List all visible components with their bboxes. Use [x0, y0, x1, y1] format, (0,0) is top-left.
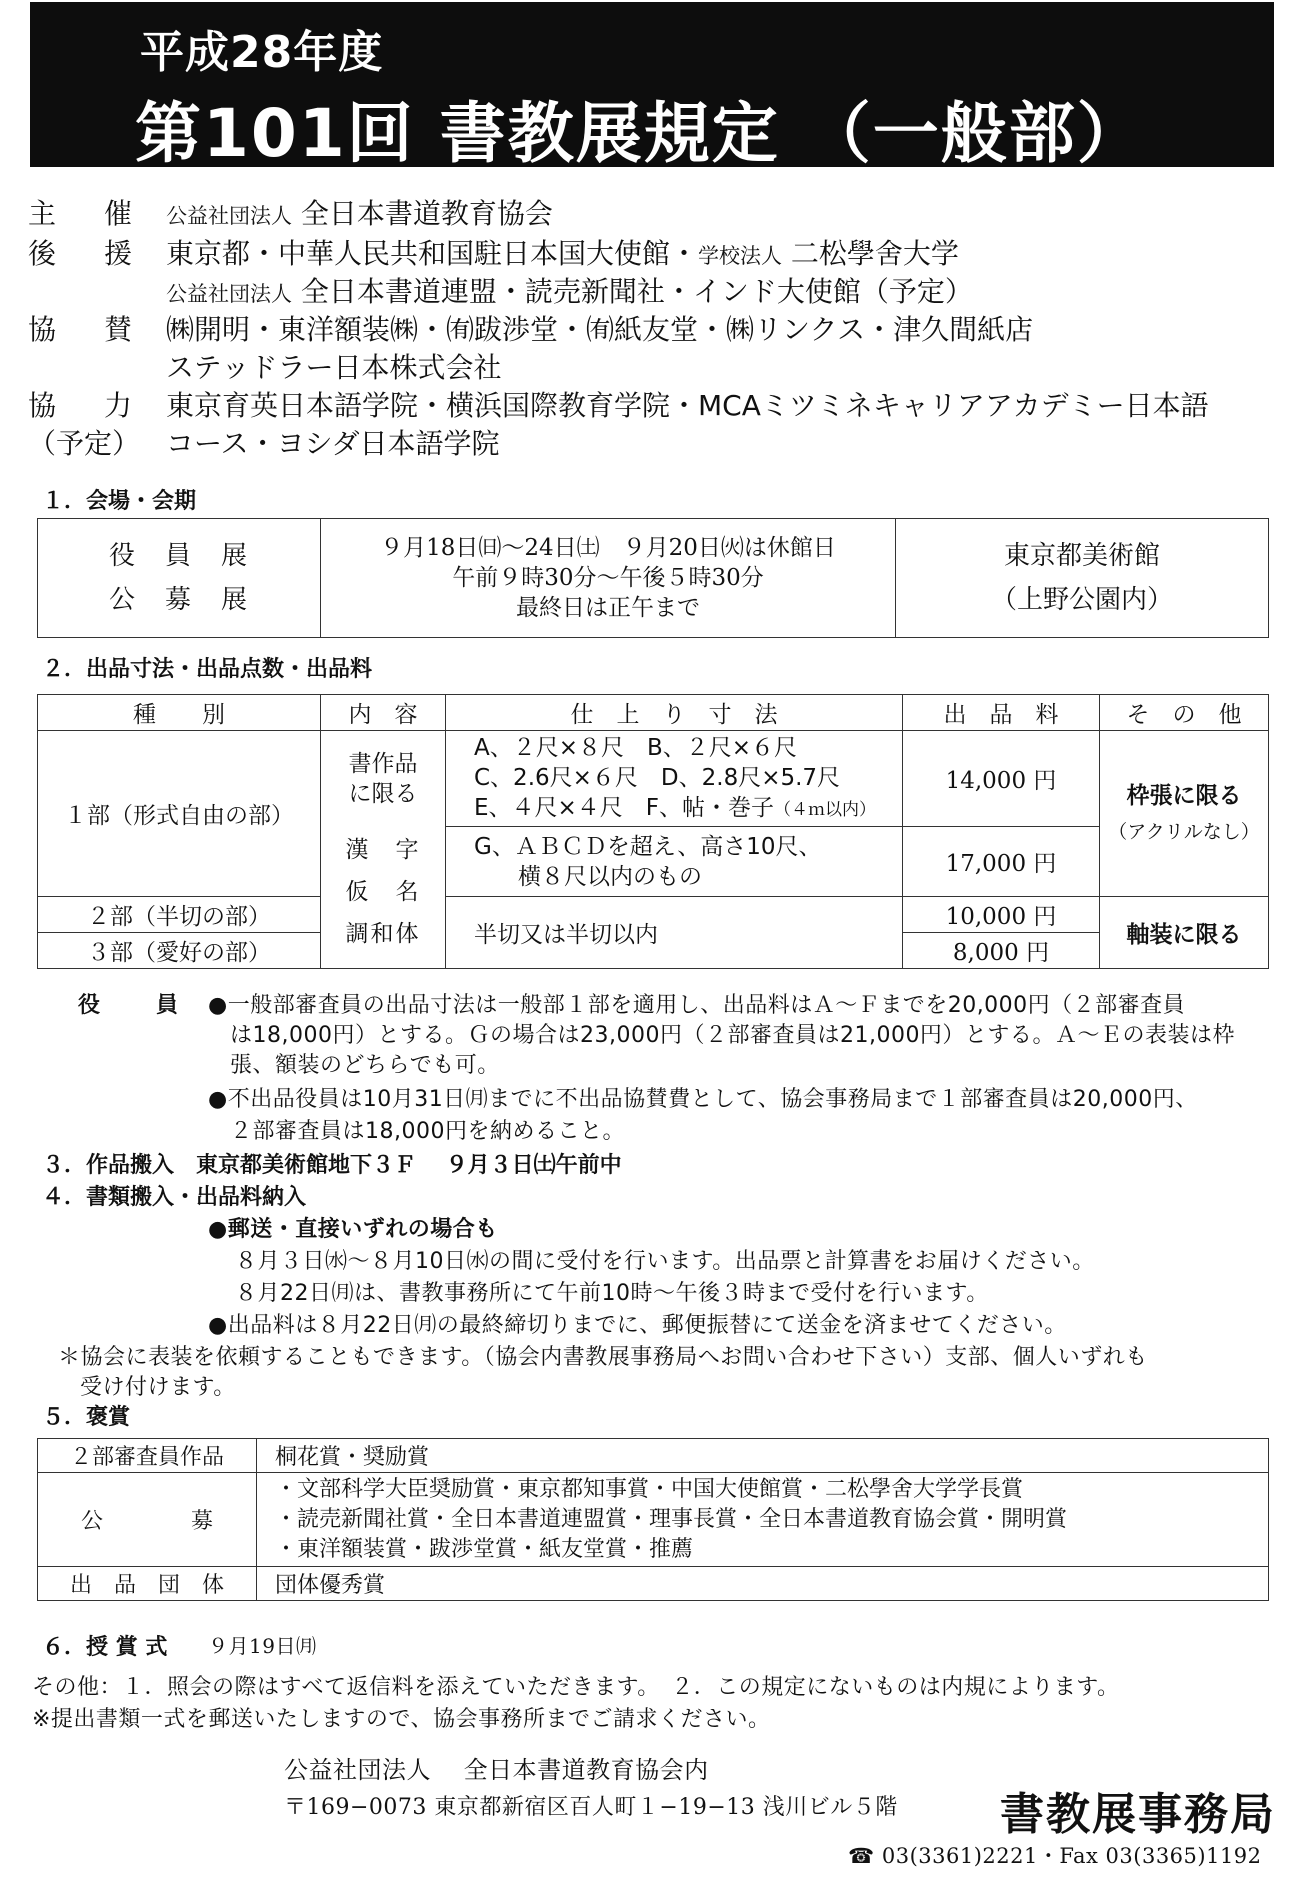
size-half: 半切又は半切以内: [446, 897, 903, 969]
footer-phone-row: [848, 1840, 1262, 1870]
content-kana: 仮 名: [345, 878, 421, 905]
organizer-key: 後 援: [28, 237, 143, 270]
footer-org: 公益社団法人 全日本書道教育協会内: [284, 1756, 709, 1784]
organizer-key: 主 催: [28, 197, 143, 230]
content-scripts-cell: [321, 827, 446, 969]
col-header-other: そ の 他: [1100, 695, 1269, 731]
exhibition-officer: 役 員 展: [108, 541, 249, 571]
section4-heading: ４．書類搬入・出品料納入: [42, 1185, 307, 1210]
award-label: 公 募: [38, 1473, 257, 1567]
part1-label: １部（形式自由の部）: [38, 731, 321, 897]
organizer-text: コース・ヨシダ日本語学院: [166, 427, 500, 460]
award-label: ２部審査員作品: [38, 1439, 257, 1473]
officer-note-line: 張、額装のどちらでも可。: [230, 1053, 500, 1078]
section4-line: ８月３日㈬〜８月10日㈬の間に受付を行います。出品票と計算書をお届けください。: [235, 1249, 1095, 1274]
officer-note-line: ●一般部審査員の出品寸法は一般部１部を適用し、出品料はＡ〜Ｆまでを20,000円（２部審査員: [208, 993, 1186, 1018]
size-g-cell: [446, 827, 903, 897]
section4-fee-line: ●出品料は８月22日㈪の最終締切りまでに、郵便振替にて送金を済ませてください。: [208, 1313, 1067, 1338]
venue-exhibitions: [38, 519, 321, 638]
size-g-line: G、ＡＢＣＤを超え、高さ10尺、: [474, 833, 822, 860]
content-works-cell: [321, 731, 446, 827]
header-year: 平成28年度: [140, 27, 384, 78]
section4-note: ＊協会に表装を依頼することもできます。（協会内書教展事務局へお問い合わせ下さい）支部、個人いずれも: [58, 1345, 1148, 1370]
venue-name: 東京都美術館: [1003, 541, 1160, 571]
other-line: ※提出書類一式を郵送いたしますので、協会事務所までご請求ください。: [32, 1707, 771, 1732]
fee-8000: 8,000 円: [903, 933, 1100, 969]
organizer-text: 二松學舍大学: [790, 237, 959, 270]
size-a-line: E、４尺×４尺 F、帖・巻子: [474, 794, 775, 821]
other-frame-cell: [1100, 731, 1269, 897]
col-header-type: 種 別: [38, 695, 321, 731]
section6-date: ９月19日㈪: [208, 1634, 317, 1658]
header-banner: [30, 2, 1274, 172]
part3-label: ３部（愛好の部）: [38, 933, 321, 969]
section4-bullet: ●郵送・直接いずれの場合も: [208, 1217, 498, 1242]
content-chowa: 調和体: [345, 920, 421, 947]
organizer-row-sponsor-2: [28, 346, 502, 384]
size-a-line: C、2.6尺×６尺 D、2.8尺×5.7尺: [474, 764, 841, 791]
venue-table: [37, 518, 1269, 638]
award-item: ・東洋額装賞・跋渉堂賞・紙友堂賞・推薦: [275, 1536, 694, 1562]
venue-place-cell: [896, 519, 1269, 638]
organizer-row-cooperation: [28, 384, 1209, 424]
organizer-small: 公益社団法人: [166, 204, 292, 228]
venue-dates-cell: [321, 519, 896, 638]
other-frame: 枠張に限る: [1126, 782, 1242, 809]
footer-office: 書教展事務局: [1000, 1789, 1276, 1840]
organizer-key: 協 賛: [28, 313, 143, 346]
size-a-line: A、２尺×８尺 B、２尺×６尺: [474, 734, 798, 761]
organizer-text: ステッドラー日本株式会社: [166, 351, 502, 384]
organizer-text: ㈱開明・東洋額装㈱・㈲跋渉堂・㈲紙友堂・㈱リンクス・津久間紙店: [166, 313, 1034, 346]
award-value: 桐花賞・奨励賞: [257, 1439, 1269, 1473]
officer-note-line: ２部審査員は18,000円を納めること。: [230, 1119, 625, 1144]
venue-dates: ９月18日㈰〜24日㈯ ９月20日㈫は休館日: [380, 535, 836, 561]
fee-14000: 14,000 円: [903, 731, 1100, 827]
organizer-text: 東京都・中華人民共和国駐日本国大使館・: [166, 237, 699, 270]
other-line: その他：１．照会の際はすべて返信料を添えていただきます。 ２．この規定にないものは内規によります。: [32, 1675, 1120, 1700]
col-header-content: 内 容: [321, 695, 446, 731]
footer-address: 〒169−0073 東京都新宿区百人町１−19−13 浅川ビル５階: [284, 1795, 898, 1820]
organizer-text: 全日本書道教育協会: [300, 197, 553, 230]
col-header-fee: 出 品 料: [903, 695, 1100, 731]
section5-heading: ５．褒賞: [42, 1405, 131, 1430]
award-item: ・読売新聞社賞・全日本書道連盟賞・理事長賞・全日本書道教育協会賞・開明賞: [275, 1506, 1068, 1532]
size-a-cell: [446, 731, 903, 827]
organizer-small: 学校法人: [698, 244, 783, 268]
organizer-row-support: [28, 232, 959, 272]
award-value-list: [257, 1473, 1269, 1567]
award-value: 団体優秀賞: [257, 1567, 1269, 1601]
organizer-row-planned: [28, 422, 500, 462]
organizer-small: 公益社団法人: [166, 282, 292, 306]
footer-phone: 03(3361)2221・Fax 03(3365)1192: [881, 1844, 1262, 1868]
section4-note: 受け付けます。: [80, 1375, 236, 1400]
content-works: 書作品: [348, 750, 418, 777]
other-frame-sub: （アクリルなし）: [1108, 820, 1260, 843]
header-title: 第101回 書教展規定 （一般部）: [135, 95, 1145, 172]
entry-table: [37, 694, 1269, 969]
other-scroll: 軸装に限る: [1100, 897, 1269, 969]
officer-note-line: ●不出品役員は10月31日㈪までに不出品協賛費として、協会事務局まで１部審査員は20,000円、: [208, 1087, 1198, 1112]
section3-line: ３．作品搬入 東京都美術館地下３Ｆ ９月３日㈯午前中: [42, 1153, 622, 1178]
section2-heading: ２．出品寸法・出品点数・出品料: [42, 657, 373, 682]
organizer-key: （予定）: [28, 427, 141, 460]
size-a-small: （４ｍ以内）: [774, 799, 877, 820]
venue-last-day: 最終日は正午まで: [516, 595, 700, 621]
award-item: ・文部科学大臣奨励賞・東京都知事賞・中国大使館賞・二松學舍大学学長賞: [275, 1476, 1024, 1502]
venue-location: （上野公園内）: [990, 585, 1173, 615]
venue-time: 午前９時30分〜午後５時30分: [452, 565, 764, 591]
col-header-size: 仕 上 り 寸 法: [446, 695, 903, 731]
organizer-text: 東京育英日本語学院・横浜国際教育学院・MCAミツミネキャリアアカデミー日本語: [166, 389, 1209, 422]
organizer-row-host: [28, 192, 553, 232]
officer-note-line: は18,000円）とする。Ｇの場合は23,000円（２部審査員は21,000円）とする。Ａ〜Ｅの表装は枠: [230, 1023, 1235, 1048]
fee-17000: 17,000 円: [903, 827, 1100, 897]
section6-heading: ６．授 賞 式: [42, 1635, 168, 1660]
content-kanji: 漢 字: [345, 836, 421, 863]
phone-icon: ☎: [848, 1844, 875, 1868]
award-table: [37, 1438, 1269, 1601]
organizer-key: 協 力: [28, 389, 143, 422]
organizer-row-sponsor: [28, 308, 1034, 348]
part2-label: ２部（半切の部）: [38, 897, 321, 933]
organizer-text: 全日本書道連盟・読売新聞社・インド大使館（予定）: [300, 275, 973, 308]
section1-heading: １．会場・会期: [42, 489, 197, 514]
award-label: 出 品 団 体: [38, 1567, 257, 1601]
fee-10000: 10,000 円: [903, 897, 1100, 933]
exhibition-public: 公 募 展: [108, 585, 249, 615]
officer-label: 役 員: [78, 993, 183, 1018]
section4-line: ８月22日㈪は、書教事務所にて午前10時〜午後３時まで受付を行います。: [235, 1281, 989, 1306]
content-only: に限る: [348, 780, 418, 807]
size-g-line: 横８尺以内のもの: [518, 863, 702, 890]
organizer-row-support-2: [28, 270, 973, 308]
